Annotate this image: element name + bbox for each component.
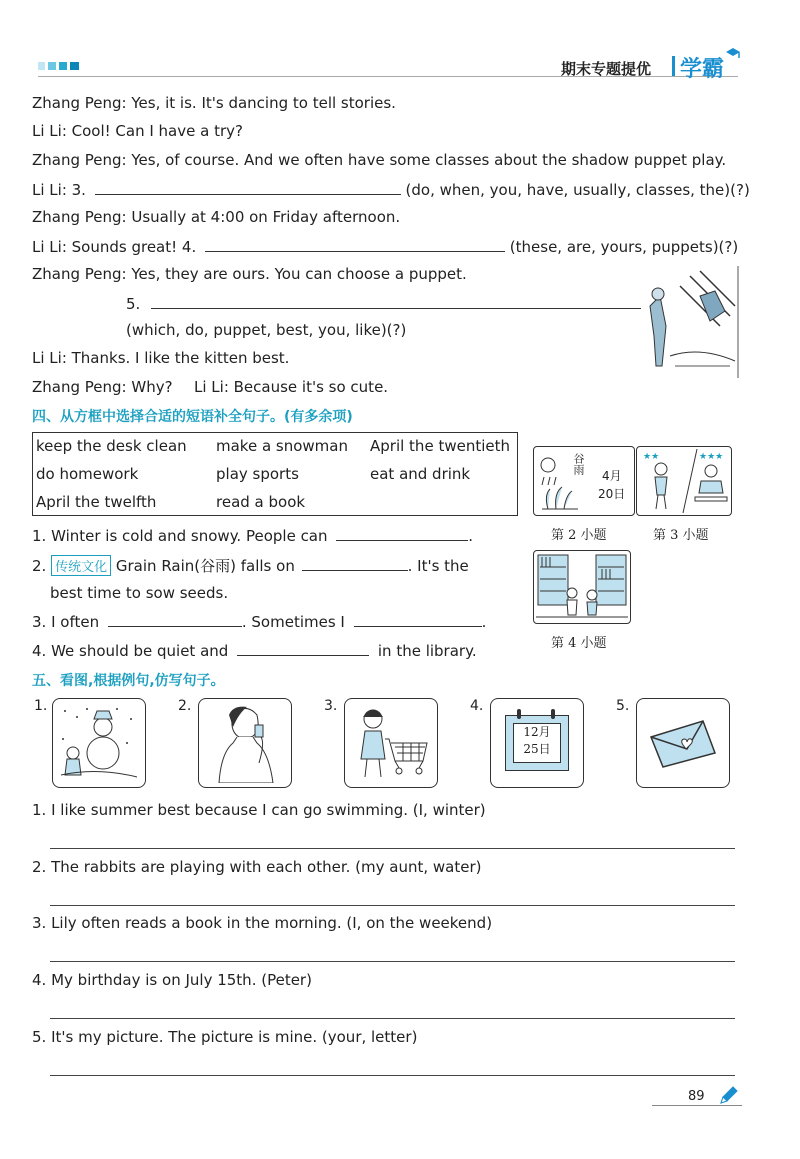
traditional-culture-tag: 传统文化 <box>51 555 111 576</box>
header-divider <box>672 56 675 76</box>
phrase-item: April the twelfth <box>36 493 157 511</box>
rewrite-sentence-1: 1. I like summer best because I can go swimming. (I, winter) <box>32 801 486 819</box>
phrase-item: eat and drink <box>370 465 471 483</box>
calendar-day-25: 25日 <box>523 742 551 756</box>
dialogue-line-9-hint: (which, do, puppet, best, you, like)(?) <box>126 321 407 339</box>
answer-line-3[interactable] <box>50 961 735 962</box>
dialogue-line-4-prefix: Li Li: 3. <box>32 181 86 199</box>
answer-blank-4[interactable] <box>205 237 505 252</box>
dialogue-line-4 <box>32 180 750 199</box>
phrase-item: read a book <box>216 493 306 511</box>
library-picture <box>533 550 631 624</box>
christmas-calendar-picture <box>490 698 584 788</box>
shadow-puppet-illustration <box>640 266 740 378</box>
shopping-picture <box>344 698 438 788</box>
phrase-item: play sports <box>216 465 299 483</box>
question-4-3-text-b: . Sometimes I <box>241 613 345 631</box>
answer-line-1[interactable] <box>50 848 735 849</box>
question-4-3-end: . <box>481 613 487 631</box>
girl-with-cart-icon <box>349 703 433 783</box>
calendar-month-12: 12月 <box>523 725 551 739</box>
question-4-2 <box>32 555 469 576</box>
question-4-1-end: . <box>468 527 474 545</box>
phrase-item: April the twentieth <box>370 437 510 455</box>
question-4-2-number: 2. <box>32 557 47 575</box>
answer-blank-q4[interactable] <box>237 641 369 656</box>
graduation-cap-icon <box>725 47 741 61</box>
dialogue-line-8 <box>126 294 641 313</box>
question-4-2-end: . It's the <box>407 557 469 575</box>
dialogue-line-11b: Li Li: Because it's so cute. <box>194 378 389 396</box>
picture-number-5: 5. <box>616 698 630 714</box>
answer-blank-q3a[interactable] <box>108 612 242 627</box>
rewrite-sentence-5: 5. It's my picture. The picture is mine. (your, letter) <box>32 1028 418 1046</box>
snowman-picture <box>52 698 146 788</box>
picture-number-4: 4. <box>470 698 484 714</box>
grain-rain-calendar-picture <box>533 446 635 516</box>
dialogue-line-6 <box>32 237 738 256</box>
caption-question-2: 第 2 小题 <box>551 528 607 543</box>
svg-text:★★★: ★★★ <box>699 452 724 462</box>
page-number: 89 <box>688 1089 705 1104</box>
bookshelf-icon <box>536 553 628 621</box>
letter-picture <box>636 698 730 788</box>
question-4-4 <box>32 641 477 660</box>
calendar-ring-right <box>551 709 555 719</box>
svg-text:★★: ★★ <box>643 452 660 462</box>
question-4-4-text-b: in the library. <box>377 642 477 660</box>
question-4-3-text-a: 3. I often <box>32 613 100 631</box>
children-scene-icon <box>639 449 729 513</box>
section-5-heading: 五、看图,根据例句,仿写句子。 <box>32 673 225 689</box>
picture-number-3: 3. <box>324 698 338 714</box>
phrase-item: make a snowman <box>216 437 348 455</box>
answer-line-2[interactable] <box>50 905 735 906</box>
dialogue-line-2: Li Li: Cool! Can I have a try? <box>32 122 243 140</box>
brand-logo: 学霸 <box>680 57 725 82</box>
answer-blank-q1[interactable] <box>336 526 468 541</box>
dialogue-line-6-hint: (these, are, yours, puppets)(?) <box>509 238 739 256</box>
phrase-item: do homework <box>36 465 139 483</box>
calendar-month: 4月 <box>602 469 622 483</box>
snowman-icon <box>57 703 141 783</box>
picture-number-2: 2. <box>178 698 192 714</box>
answer-blank-5[interactable] <box>151 294 641 309</box>
phrase-item: keep the desk clean <box>36 437 187 455</box>
answer-line-5[interactable] <box>50 1075 735 1076</box>
dialogue-line-8-prefix: 5. <box>126 295 141 313</box>
rewrite-sentence-3: 3. Lily often reads a book in the morning. (I, on the weekend) <box>32 914 493 932</box>
rewrite-sentence-4: 4. My birthday is on July 15th. (Peter) <box>32 971 312 989</box>
question-4-1 <box>32 526 473 545</box>
dialogue-line-11a: Zhang Peng: Why? <box>32 378 173 396</box>
dialogue-line-10: Li Li: Thanks. I like the kitten best. <box>32 349 290 367</box>
section-4-heading: 四、从方框中选择合适的短语补全句子。(有多余项) <box>32 409 353 425</box>
calendar-term: 谷雨 <box>572 453 585 475</box>
calendar-frame <box>505 715 569 771</box>
woman-drinking-icon <box>203 703 287 783</box>
dialogue-line-6-prefix: Li Li: Sounds great! 4. <box>32 238 197 256</box>
question-4-2-text: Grain Rain(谷雨) falls on <box>115 557 295 575</box>
calendar-inner <box>513 723 561 763</box>
envelope-icon <box>647 719 719 769</box>
sports-homework-picture <box>636 446 732 516</box>
header-bar-decoration <box>38 62 80 70</box>
picture-number-1: 1. <box>34 698 48 714</box>
question-4-4-text-a: 4. We should be quiet and <box>32 642 229 660</box>
pencil-icon <box>718 1086 738 1106</box>
dialogue-line-1: Zhang Peng: Yes, it is. It's dancing to tell stories. <box>32 94 396 112</box>
answer-blank-q3b[interactable] <box>354 612 482 627</box>
calendar-ring-left <box>517 709 521 719</box>
answer-blank-3[interactable] <box>95 180 401 195</box>
header-title: 期末专题提优 <box>561 60 652 78</box>
dialogue-line-7: Zhang Peng: Yes, they are ours. You can choose a puppet. <box>32 265 467 283</box>
dialogue-line-3: Zhang Peng: Yes, of course. And we often have some classes about the shadow puppet play. <box>32 151 727 169</box>
caption-question-3: 第 3 小题 <box>653 528 709 543</box>
dialogue-line-4-hint: (do, when, you, have, usually, classes, the)(?) <box>405 181 750 199</box>
answer-line-4[interactable] <box>50 1018 735 1019</box>
question-4-3 <box>32 612 486 631</box>
question-4-2-continued: best time to sow seeds. <box>50 584 229 602</box>
dialogue-line-5: Zhang Peng: Usually at 4:00 on Friday afternoon. <box>32 208 401 226</box>
calendar-day: 20日 <box>598 487 626 501</box>
caption-question-4: 第 4 小题 <box>551 636 607 651</box>
rewrite-sentence-2: 2. The rabbits are playing with each other. (my aunt, water) <box>32 858 482 876</box>
drinking-water-picture <box>198 698 292 788</box>
question-4-1-text: 1. Winter is cold and snowy. People can <box>32 527 328 545</box>
answer-blank-q2[interactable] <box>302 556 408 571</box>
